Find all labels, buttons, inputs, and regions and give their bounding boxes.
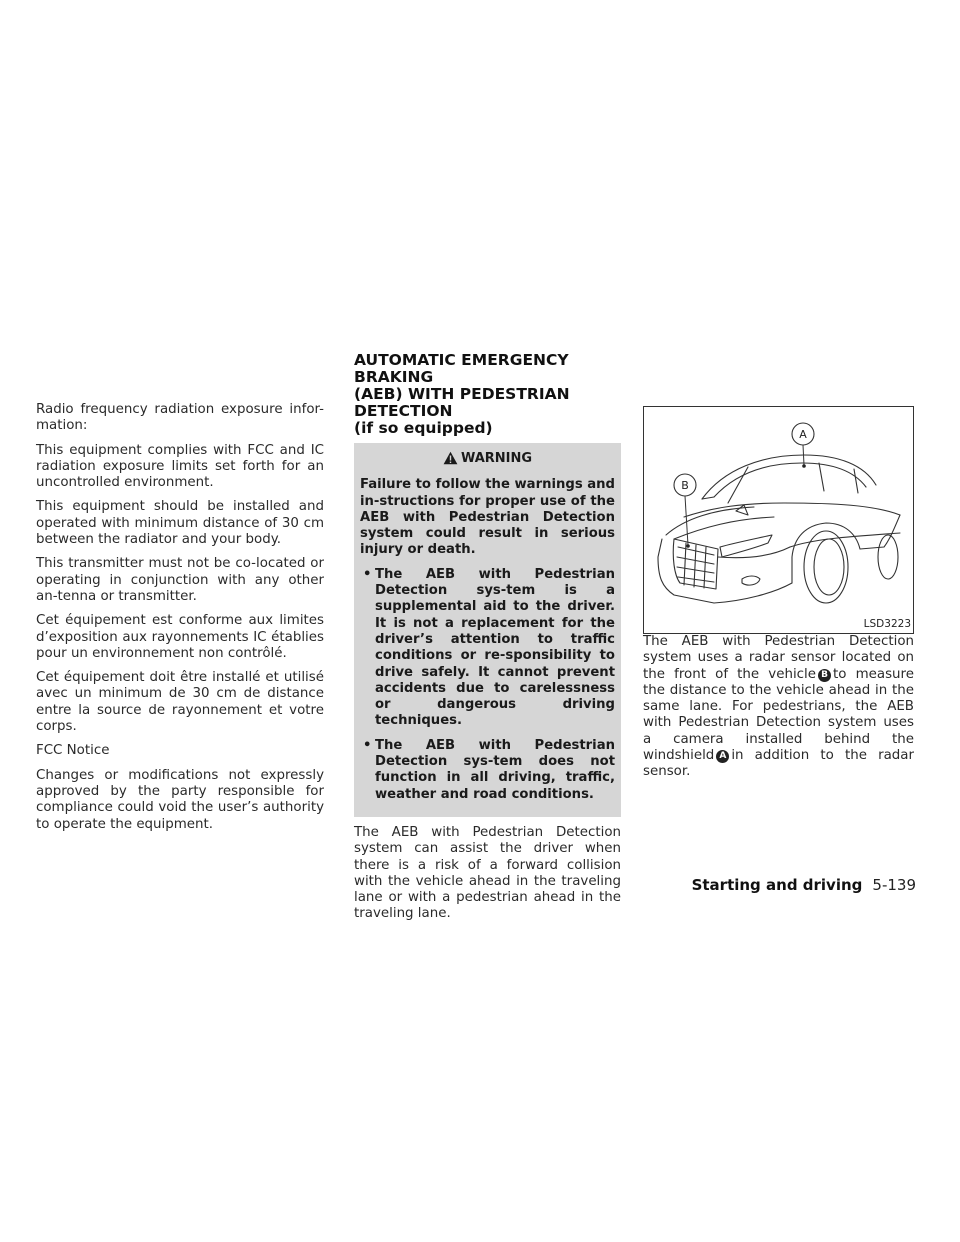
figure-code: LSD3223	[863, 617, 911, 630]
paragraph-fcc-notice: FCC Notice	[36, 743, 110, 759]
paragraph-installation-distance: This equipment should be installed and operated with minimum distance of 30 cm between the radiator and your body.	[36, 499, 324, 548]
right-column	[643, 406, 914, 789]
footer-section-title: Starting and driving	[691, 876, 863, 894]
car-sensor-figure	[643, 406, 914, 634]
figure-label-b: B	[681, 479, 689, 492]
warning-title	[360, 451, 615, 467]
section-heading	[354, 352, 621, 437]
warning-title-text: WARNING	[460, 451, 533, 466]
warning-item: • The AEB with Pedestrian Detection sys-tem is a supplemental aid to the driver. It is not a replacement for the driver’s attention to traffic conditions or re-sponsibility to drive safely. It cannot prevent accidents due to carelessness or dangerous driving techniques.	[360, 567, 615, 730]
warning-box	[354, 443, 621, 817]
figure-label-a: A	[799, 428, 807, 441]
car-illustration	[644, 407, 913, 633]
paragraph-french-distance: Cet équipement doit être installé et utilisé avec un minimum de 30 cm de distance entre la source de rayonnement et votre corps.	[36, 670, 324, 735]
warning-icon	[443, 451, 458, 465]
sensor-text-3: in addition to the radar sensor.	[643, 748, 914, 780]
middle-column	[354, 352, 621, 931]
paragraph-french-limits: Cet équipement est conforme aux limites d’exposition aux rayonnements IC établies pour un environnement non contrôlé.	[36, 613, 324, 661]
sensor-text-1: The AEB with Pedestrian Detection system uses a radar sensor located on the front of the vehicle	[643, 634, 914, 682]
heading-line-2: (AEB) WITH PEDESTRIAN DETECTION	[354, 385, 570, 420]
warning-intro: Failure to follow the warnings and in-structions for proper use of the AEB with Pedestrian Detection system could result in serious injury or death.	[360, 477, 615, 558]
left-column	[36, 402, 324, 841]
sensor-text-2: to measure the distance to the vehicle ahead in the same lane. For pedestrians, the AEB with Pedestrian Detection system uses a camera installed behind the windshield	[643, 666, 914, 764]
paragraph-rf-exposure: Radio frequency radiation exposure infor-mation:	[36, 402, 324, 434]
heading-line-1: AUTOMATIC EMERGENCY BRAKING	[354, 351, 569, 386]
warning-item: • The AEB with Pedestrian Detection sys-tem does not function in all driving, traffic, weather and road conditions.	[360, 738, 615, 803]
paragraph-fcc-ic-compliance: This equipment complies with FCC and IC radiation exposure limits set forth for an uncontrolled environment.	[36, 442, 324, 491]
paragraph-modifications: Changes or modifications not expressly approved by the party responsible for compliance could void the user’s authority to operate the equipment.	[36, 767, 324, 832]
sensor-description	[643, 634, 914, 781]
heading-line-3: (if so equipped)	[354, 419, 493, 437]
footer-page-number: 5-139	[872, 876, 916, 894]
page-footer	[692, 876, 916, 894]
callout-b-icon: B	[818, 669, 831, 682]
paragraph-co-location: This transmitter must not be co-located or operating in conjunction with any other an-tenna or transmitter.	[36, 556, 324, 604]
callout-a-icon: A	[716, 750, 729, 763]
aeb-description: The AEB with Pedestrian Detection system can assist the driver when there is a risk of a forward collision with the vehicle ahead in the traveling lane or with a pedestrian ahead in the traveling lane.	[354, 824, 621, 922]
warning-list	[360, 567, 615, 803]
